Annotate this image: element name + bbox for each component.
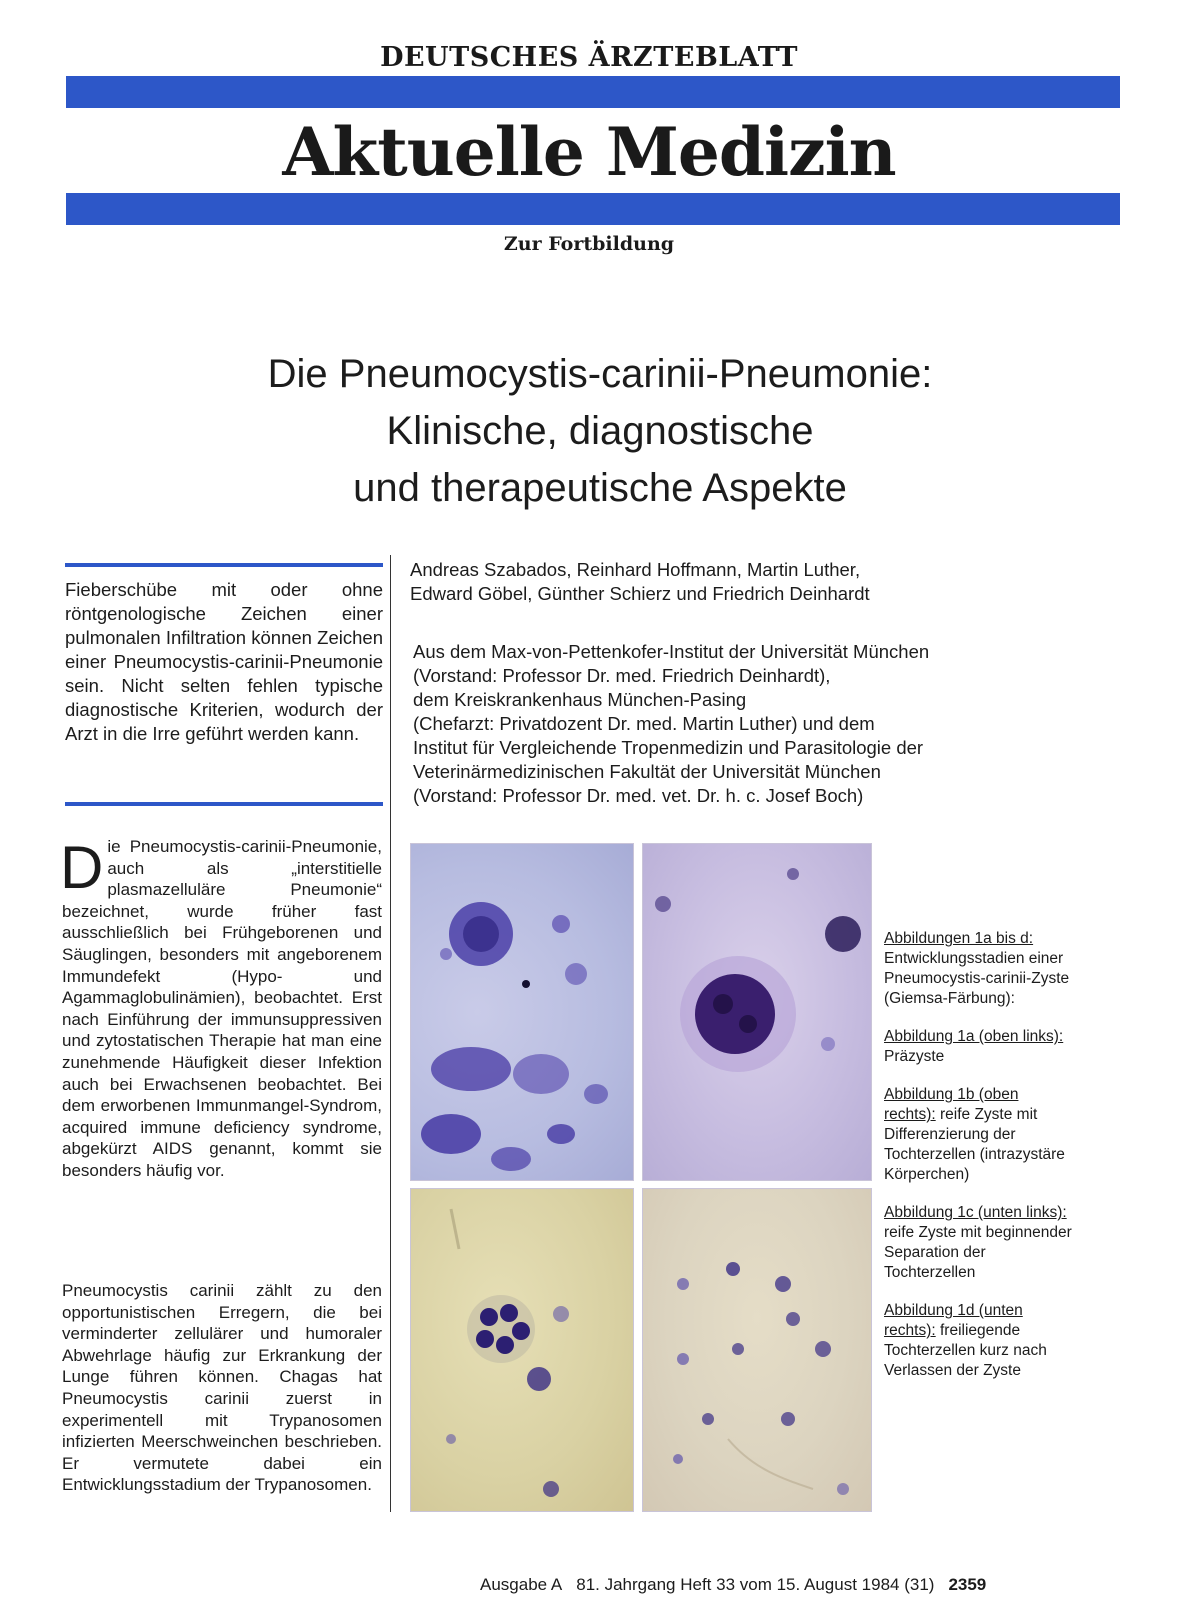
caption-figure-1a: [884, 1027, 1074, 1067]
micrograph-1d-image: [643, 1189, 871, 1511]
affiliation-line: (Vorstand: Professor Dr. med. Friedrich Deinhardt),: [413, 665, 831, 686]
micrograph-1c-image: [411, 1189, 633, 1511]
affiliation-line: (Vorstand: Professor Dr. med. vet. Dr. h. c. Josef Boch): [413, 785, 864, 806]
micrograph-1a: [410, 843, 634, 1181]
caption-label: Abbildung 1c (unten links):: [884, 1204, 1067, 1221]
column-divider: [390, 555, 391, 1512]
caption-figure-1d: [884, 1301, 1074, 1381]
caption-label: Abbildung 1b (oben rechts):: [884, 1086, 1019, 1123]
caption-figure-1c: [884, 1203, 1074, 1283]
page-footer: [480, 1575, 986, 1595]
drop-cap: D: [60, 834, 104, 901]
abstract-rule-top: [65, 563, 383, 567]
affiliation-line: Aus dem Max-von-Pettenkofer-Institut der Universität München: [413, 641, 930, 662]
caption-text: reife Zyste mit beginnender Separation der Tochterzellen: [884, 1224, 1072, 1281]
affiliation-block: [413, 640, 1133, 808]
section-title: Aktuelle Medizin: [282, 113, 896, 191]
title-line: Klinische, diagnostische: [386, 409, 814, 453]
paragraph-text: ie Pneumocystis-carinii-Pneumonie, auch als „interstitielle plasmazelluläre Pneumonie“ bezeichnet, wurde früher fast ausschließlich bei Frühgeborenen und Säuglingen, besonders mit angeborenem Immundefekt (Hypo- und Agammaglobulinämien), beobachtet. Erst nach Einführung der immunsuppressiven und zytostatischen Therapie hat man eine zunehmende Häufigkeit dieser Infektion auch bei Erwachsenen beobachtet. Bei dem erworbenen Immunmangel-Syndrom, acquired immune deficiency syndrome, abgekürzt AIDS genannt, kommt sie besonders häufig vor.: [62, 837, 382, 1180]
affiliation-line: dem Kreiskrankenhaus München-Pasing: [413, 689, 747, 710]
abstract-rule-bottom: [65, 802, 383, 806]
affiliation-line: Veterinärmedizinischen Fakultät der Universität München: [413, 761, 881, 782]
author-list: [410, 558, 1130, 606]
masthead-bar-top: [66, 76, 1120, 108]
caption-text: reife Zyste mit Differenzierung der Tochterzellen (intrazystäre Körperchen): [884, 1106, 1065, 1183]
body-paragraph-2: Pneumocystis carinii zählt zu den opportunistischen Erregern, die bei verminderter zellulärer und humoraler Abwehrlage häufig zur Erkrankung der Lunge führen können. Chagas hat Pneumocystis carinii zuerst in experimentell mit Trypanosomen infizierten Meerschweinchen beschrieben. Er vermutete dabei ein Entwicklungsstadium der Trypanosomen.: [62, 1281, 382, 1495]
rubric-label: Zur Fortbildung: [503, 233, 675, 255]
caption-text: Präzyste: [884, 1048, 945, 1065]
micrograph-1a-image: [411, 844, 633, 1180]
micrograph-1b-image: [643, 844, 871, 1180]
abstract-text: Fieberschübe mit oder ohne röntgenologische Zeichen einer pulmonalen Infiltration können Zeichen einer Pneumocystis-carinii-Pneumonie sein. Nicht selten fehlen typische diagnostische Kriterien, wodurch der Arzt in die Irre geführt werden kann.: [65, 579, 383, 744]
body-paragraph-1: [62, 836, 382, 1182]
masthead-bar-bottom: [66, 193, 1120, 225]
caption-text: freiliegende Tochterzellen kurz nach Verlassen der Zyste: [884, 1322, 1047, 1379]
caption-figures-overview: [884, 929, 1074, 1009]
caption-text: Entwicklungsstadien einer Pneumocystis-carinii-Zyste (Giemsa-Färbung):: [884, 950, 1070, 1007]
caption-label: Abbildung 1a (oben links):: [884, 1028, 1064, 1045]
page-number: 2359: [948, 1575, 987, 1594]
article-title: [100, 346, 1100, 517]
title-line: und therapeutische Aspekte: [353, 466, 847, 510]
caption-label: Abbildung 1d (unten rechts):: [884, 1302, 1023, 1339]
micrograph-1b: [642, 843, 872, 1181]
author-line: Edward Göbel, Günther Schierz und Friedrich Deinhardt: [410, 583, 870, 604]
caption-label: Abbildungen 1a bis d:: [884, 930, 1034, 947]
footer-edition: Ausgabe A: [480, 1575, 563, 1594]
caption-figure-1b: [884, 1085, 1074, 1185]
author-line: Andreas Szabados, Reinhard Hoffmann, Martin Luther,: [410, 559, 861, 580]
micrograph-1c: [410, 1188, 634, 1512]
journal-name: DEUTSCHES ÄRZTEBLATT: [380, 42, 798, 73]
figure-captions: [884, 929, 1074, 1399]
title-line: Die Pneumocystis-carinii-Pneumonie:: [267, 352, 933, 396]
affiliation-line: Institut für Vergleichende Tropenmedizin und Parasitologie der: [413, 737, 924, 758]
affiliation-line: (Chefarzt: Privatdozent Dr. med. Martin Luther) und dem: [413, 713, 875, 734]
footer-issue: 81. Jahrgang Heft 33 vom 15. August 1984 (31): [576, 1575, 935, 1594]
micrograph-1d: [642, 1188, 872, 1512]
